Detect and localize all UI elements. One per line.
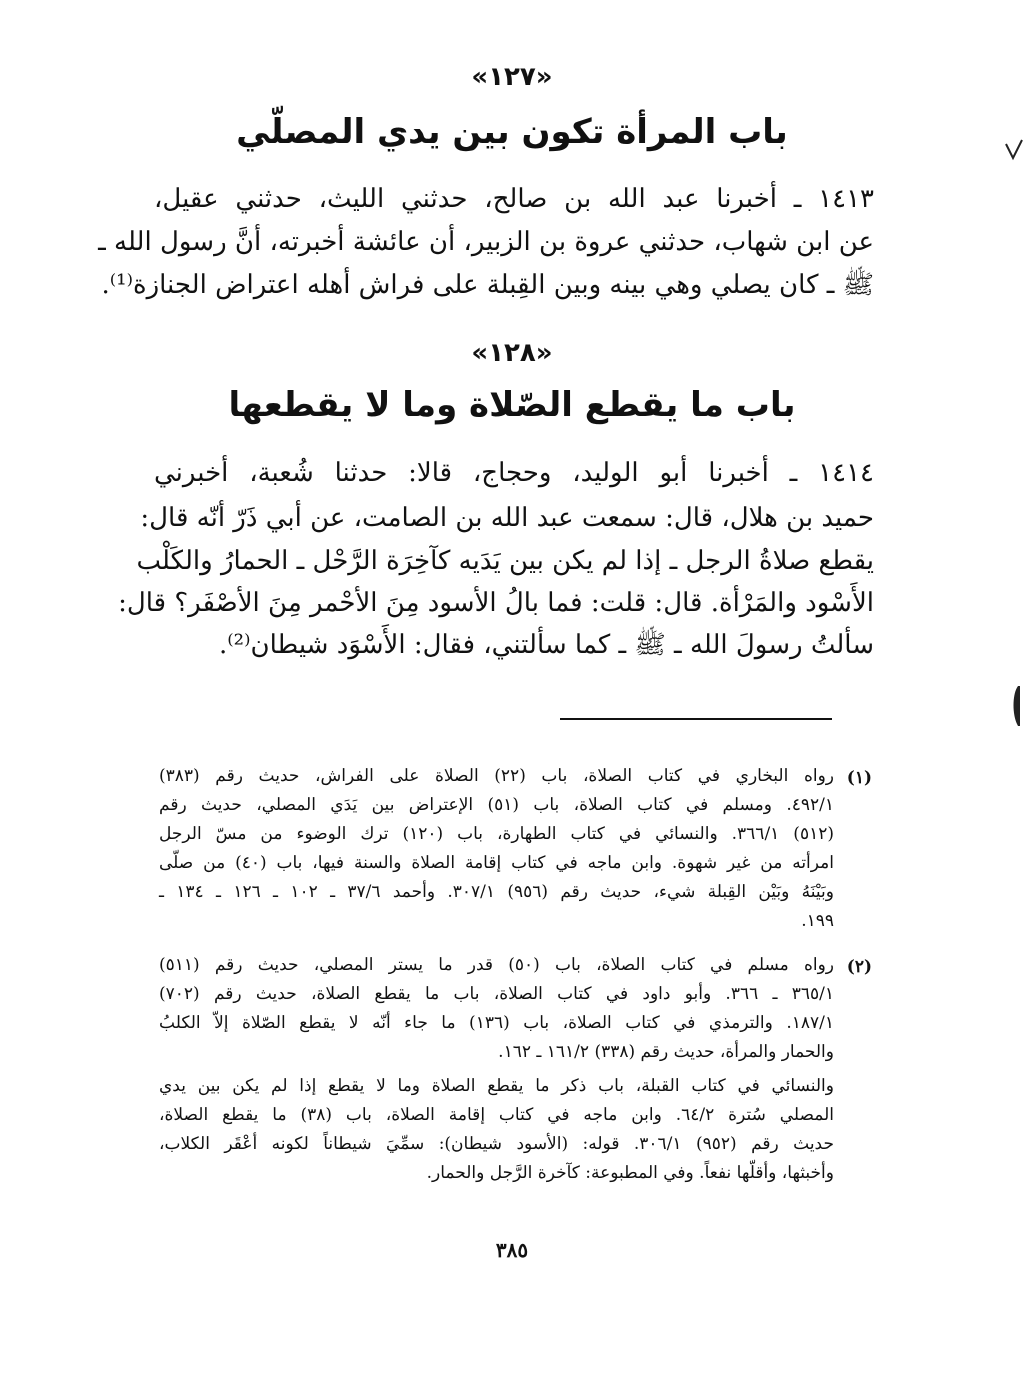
footnote-2-mark: (٢) xyxy=(846,957,872,977)
hadith-1414-line-1: ١٤١٤ ـ أخبرنا أبو الوليد، وحجاج، قالا: حدثنا شُعبة، أخبرني xyxy=(154,458,874,488)
footnote-2-line-8: وأخبثها، وأقلّها نفعاً. وفي المطبوعة: كآخرة الرَّجل والحمار. xyxy=(426,1163,834,1183)
hadith-1414-line-2: حميد بن هلال، قال: سمعت عبد الله بن الصامت، عن أبي ذَرّ أنّه قال: xyxy=(140,503,874,533)
footnote-2-line-6: المصلي سُترة ٦٤/٢. وابن ماجه في كتاب إقامة الصلاة، باب (٣٨) ما يقطع الصلاة، xyxy=(159,1105,834,1125)
footnote-2-line-2: ٣٦٥/١ ـ ٣٦٦. وأبو داود في كتاب الصلاة، باب ما يقطع الصلاة، حديث رقم (٧٠٢) xyxy=(159,984,835,1004)
hadith-1413-line-1: ١٤١٣ ـ أخبرنا عبد الله بن صالح، حدثني الليث، حدثني عقيل، xyxy=(154,184,874,214)
hadith-1413-line-3: ﷺ ـ كان يصلي وهي بينه وبين القِبلة على فراش أهله اعتراض الجنازة⁽¹⁾. xyxy=(101,270,874,300)
footnote-1-line-4: امرأته من غير شهوة. وابن ماجه في كتاب إقامة الصلاة والسنة فيها، باب (٤٠) من صلّى xyxy=(159,853,834,873)
chapter-127-number: «١٢٧» xyxy=(471,62,553,92)
footnote-1-line-1: رواه البخاري في كتاب الصلاة، باب (٢٢) الصلاة على الفراش، حديث رقم (٣٨٣) xyxy=(159,766,834,786)
footnote-1-line-3: (٥١٢) ٣٦٦/١. والنسائي في كتاب الطهارة، باب (١٢٠) ترك الوضوء من مسّ الرجل xyxy=(159,824,834,844)
footnote-1-mark: (١) xyxy=(846,768,872,788)
chapter-128-title: باب ما يقطع الصّلاة وما لا يقطعها xyxy=(228,385,796,425)
hadith-1414-line-5: سألتُ رسولَ الله ـ ﷺ ـ كما سألتني، فقال: الأَسْوَد شيطان⁽²⁾. xyxy=(219,630,874,660)
scan-edge-mark-icon xyxy=(1008,684,1022,728)
footnote-divider xyxy=(560,718,832,720)
footnote-2-line-5: والنسائي في كتاب القبلة، باب ذكر ما يقطع الصلاة وما لا يقطع إذا لم يكن بين يدي xyxy=(159,1076,834,1096)
hadith-1413-line-2: عن ابن شهاب، حدثني عروة بن الزبير، أن عائشة أخبرته، أنَّ رسول الله ـ xyxy=(98,227,874,257)
page-number: ٣٨٥ xyxy=(495,1238,529,1262)
footnote-1-line-6: ١٩٩. xyxy=(801,911,834,931)
chapter-127-title: باب المرأة تكون بين يدي المصلّي xyxy=(236,112,788,152)
hadith-1414-line-4: الأَسْود والمَرْأة. قال: قلت: فما بالُ الأسود مِنَ الأحْمر مِنَ الأصْفَر؟ قال: xyxy=(118,588,874,618)
footnote-2-line-1: رواه مسلم في كتاب الصلاة، باب (٥٠) قدر ما يستر المصلي، حديث رقم (٥١١) xyxy=(159,955,834,975)
footnote-2-line-4: والحمار والمرأة، حديث رقم (٣٣٨) ١٦١/٢ ـ ١٦٢. xyxy=(498,1042,834,1062)
footnote-1-line-2: ٤٩٢/١. ومسلم في كتاب الصلاة، باب (٥١) الإعتراض بين يَدَي المصلي، حديث رقم xyxy=(159,795,834,815)
chapter-128-number: «١٢٨» xyxy=(471,338,553,368)
footnote-2-line-3: ١٨٧/١. والترمذي في كتاب الصلاة، باب (١٣٦) ما جاء أنّه لا يقطع الصّلاة إلاّ الكلبُ xyxy=(159,1013,834,1033)
hadith-1414-line-3: يقطع صلاةُ الرجل ـ إذا لم يكن بين يَدَيه كآخِرَة الرَّحْل ـ الحمارُ والكَلْب xyxy=(136,546,874,576)
footnote-1-line-5: وبَيْنَهُ وبَيْن القِبلة شيء، حديث رقم (٩٥٦) ٣٠٧/١. وأحمد ٣٧/٦ ـ ١٠٢ ـ ١٢٦ ـ ١٣٤ ـ xyxy=(159,882,834,902)
footnote-2-line-7: حديث رقم (٩٥٢) ٣٠٦/١. قوله: (الأسود شيطان): سمِّيَ شيطاناً لكونه أعْقَر الكلاب، xyxy=(159,1134,834,1154)
scan-tick-mark-icon xyxy=(1004,138,1024,162)
